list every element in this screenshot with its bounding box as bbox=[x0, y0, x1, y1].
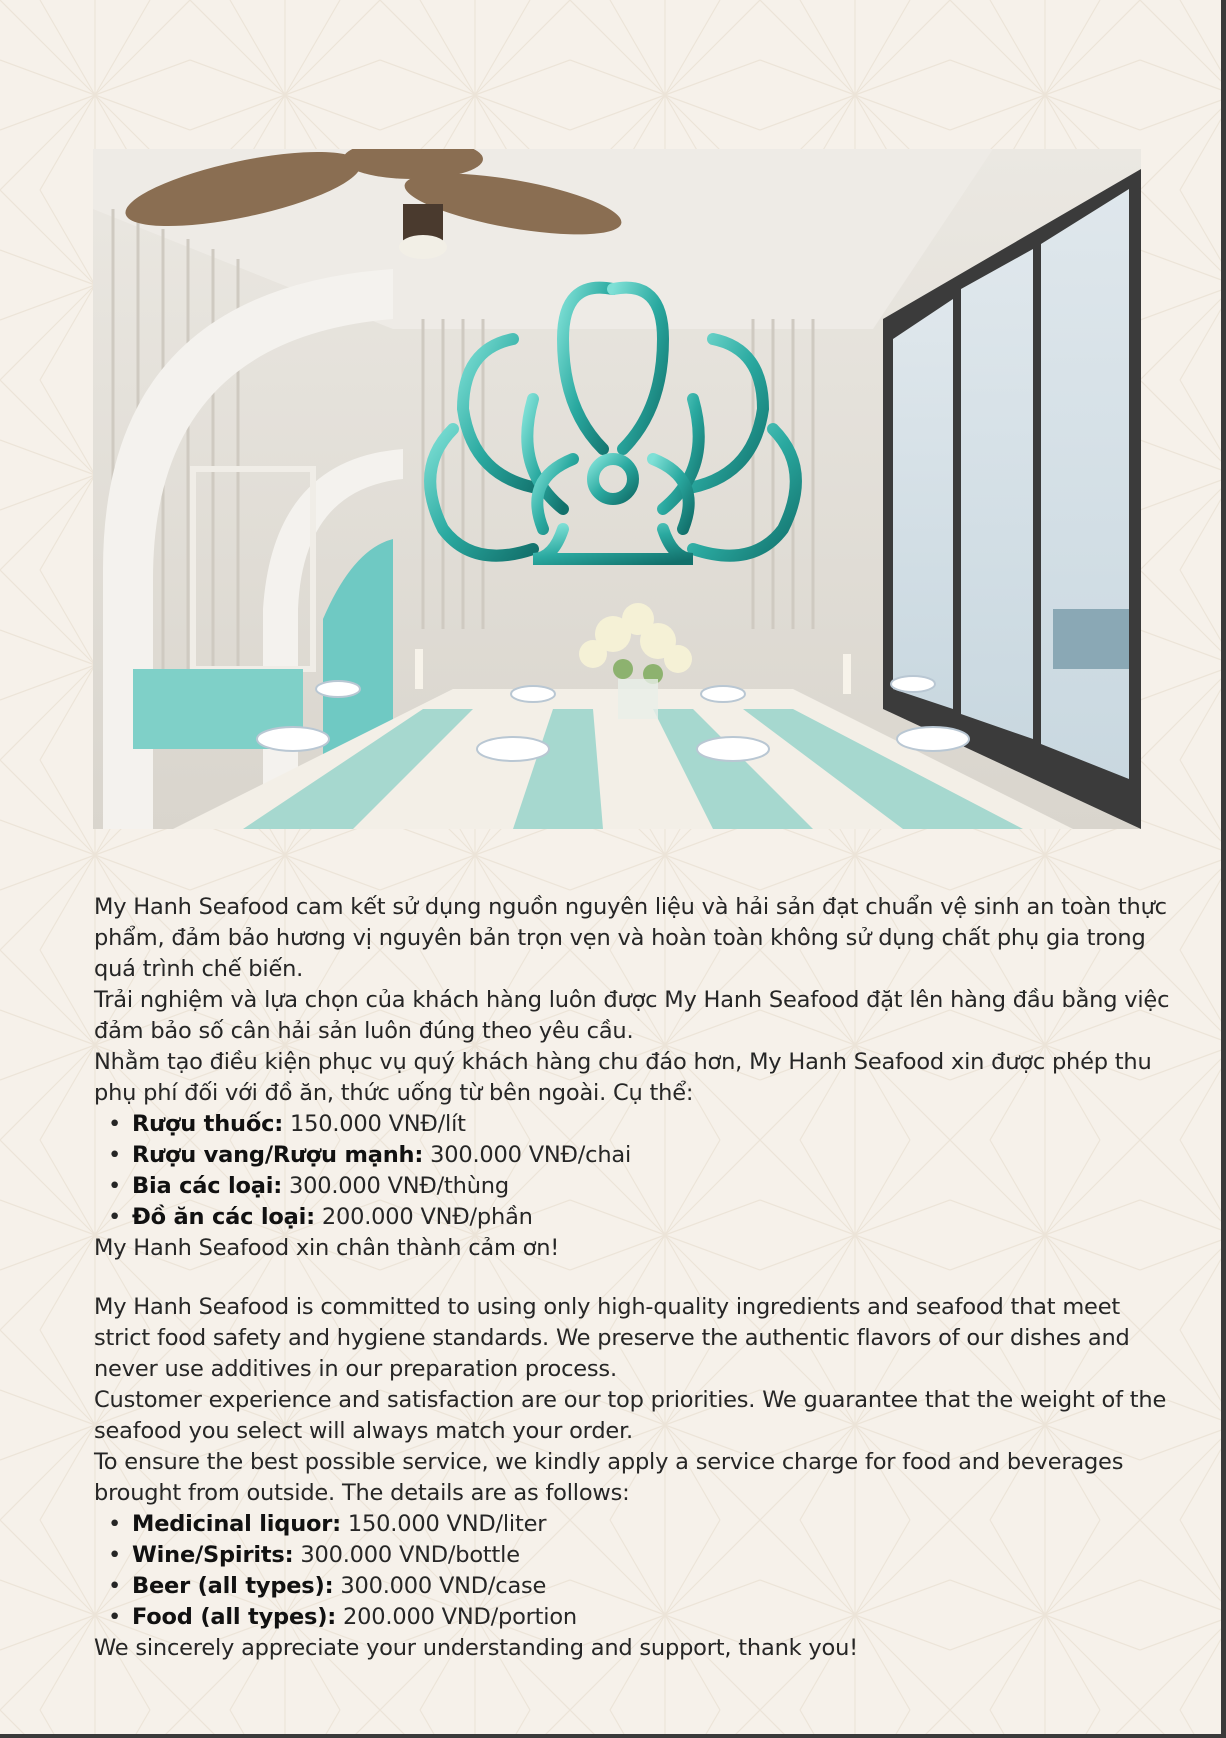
fee-label: Beer (all types): bbox=[132, 1573, 334, 1599]
en-paragraph-1: My Hanh Seafood is committed to using only high-quality ingredients and seafood that meet strict food safety and hygiene standards. We preserve the authentic flavors of our dishes and never use additives in our preparation process. bbox=[94, 1294, 1130, 1382]
en-paragraph-3: To ensure the best possible service, we kindly apply a service charge for food and beverages brought from outside. The details are as follows: bbox=[94, 1449, 1124, 1506]
vi-paragraph-3: Nhằm tạo điều kiện phục vụ quý khách hàng chu đáo hơn, My Hanh Seafood xin được phép thu phụ phí đối với đồ ăn, thức uống từ bên ngoài. Cụ thể: bbox=[94, 1049, 1152, 1106]
fee-label: Medicinal liquor: bbox=[132, 1511, 341, 1537]
list-item bbox=[94, 1509, 1174, 1540]
list-item bbox=[94, 1602, 1174, 1633]
fee-label: Wine/Spirits: bbox=[132, 1542, 294, 1568]
bottom-border bbox=[0, 1734, 1226, 1738]
vi-fee-list bbox=[94, 1109, 1174, 1233]
fee-value: 200.000 VNĐ/phần bbox=[314, 1204, 533, 1230]
vi-closing: My Hanh Seafood xin chân thành cảm ơn! bbox=[94, 1235, 560, 1261]
list-item bbox=[94, 1171, 1174, 1202]
fee-label: Rượu vang/Rượu mạnh: bbox=[132, 1142, 424, 1168]
fee-label: Food (all types): bbox=[132, 1604, 337, 1630]
fee-value: 300.000 VNĐ/chai bbox=[423, 1142, 632, 1168]
fee-label: Rượu thuốc: bbox=[132, 1111, 284, 1137]
fee-value: 150.000 VND/liter bbox=[340, 1511, 547, 1537]
vi-paragraph-2: Trải nghiệm và lựa chọn của khách hàng luôn được My Hanh Seafood đặt lên hàng đầu bằng việc đảm bảo số cân hải sản luôn đúng theo yêu cầu. bbox=[94, 987, 1170, 1044]
vietnamese-section bbox=[94, 892, 1174, 1264]
restaurant-interior-photo bbox=[93, 149, 1141, 829]
list-item bbox=[94, 1140, 1174, 1171]
fee-value: 300.000 VND/case bbox=[333, 1573, 547, 1599]
en-fee-list bbox=[94, 1509, 1174, 1633]
list-item bbox=[94, 1540, 1174, 1571]
en-closing: We sincerely appreciate your understanding and support, thank you! bbox=[94, 1635, 858, 1661]
list-item bbox=[94, 1202, 1174, 1233]
fee-value: 300.000 VND/bottle bbox=[293, 1542, 520, 1568]
right-border bbox=[1221, 0, 1226, 1738]
fee-label: Đồ ăn các loại: bbox=[132, 1204, 315, 1230]
english-section bbox=[94, 1292, 1174, 1664]
vi-paragraph-1: My Hanh Seafood cam kết sử dụng nguồn nguyên liệu và hải sản đạt chuẩn vệ sinh an toàn thực phẩm, đảm bảo hương vị nguyên bản trọn vẹn và hoàn toàn không sử dụng chất phụ gia trong quá trình chế biến. bbox=[94, 894, 1167, 982]
list-item bbox=[94, 1571, 1174, 1602]
fee-value: 200.000 VND/portion bbox=[336, 1604, 577, 1630]
fee-value: 300.000 VNĐ/thùng bbox=[282, 1173, 509, 1199]
en-paragraph-2: Customer experience and satisfaction are our top priorities. We guarantee that the weight of the seafood you select will always match your order. bbox=[94, 1387, 1167, 1444]
fee-label: Bia các loại: bbox=[132, 1173, 283, 1199]
fee-value: 150.000 VNĐ/lít bbox=[283, 1111, 466, 1137]
list-item bbox=[94, 1109, 1174, 1140]
